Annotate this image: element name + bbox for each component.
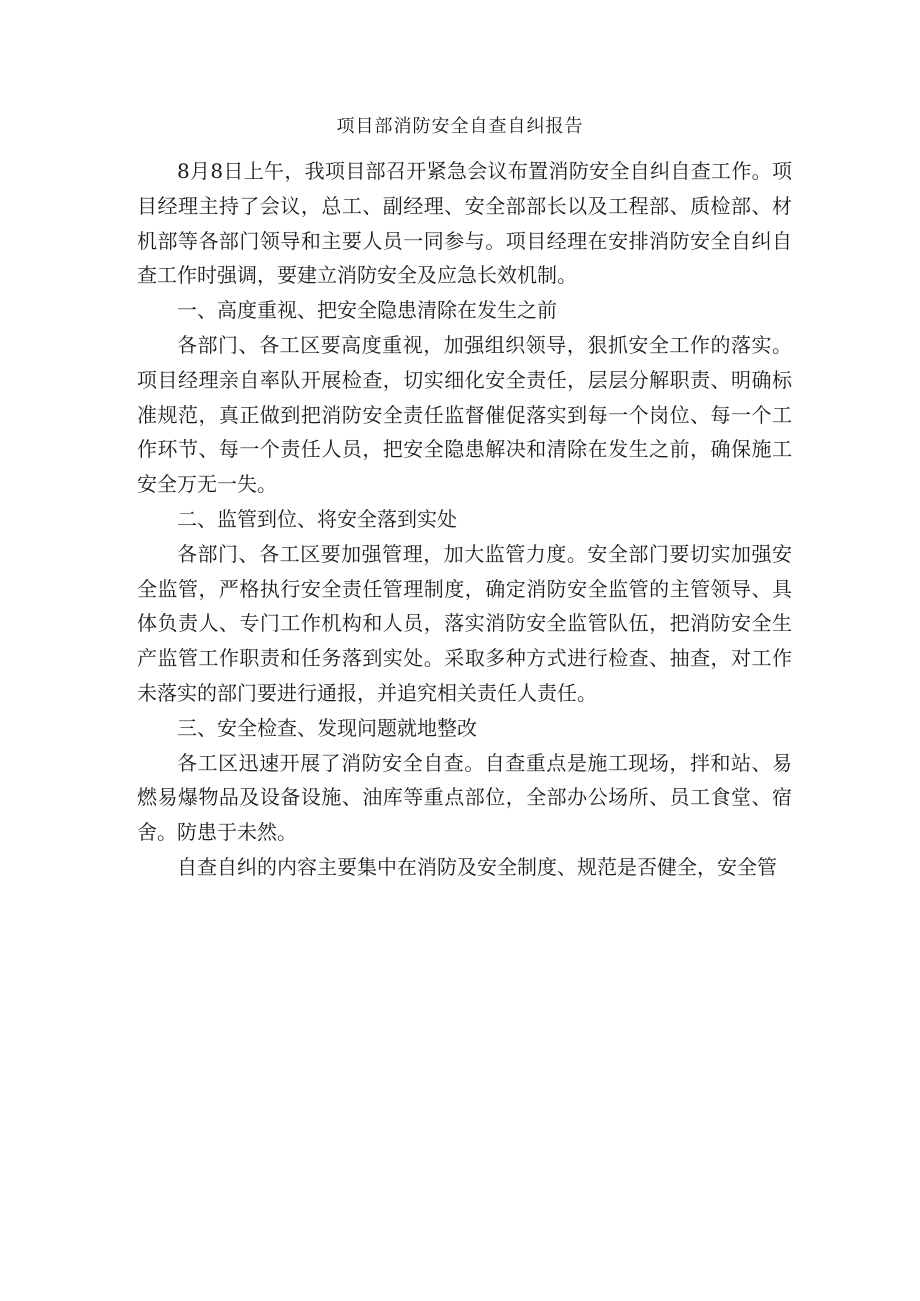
section-1-paragraph: 各部门、各工区要高度重视，加强组织领导，狠抓安全工作的落实。项目经理亲自率队开展检查，切实细化安全责任，层层分解职责、明确标准规范，真正做到把消防安全责任监督催促落实到每一个岗位、每一个工作环节、每一个责任人员，把安全隐患解决和清除在发生之前，确保施工安全万无一失。 [137,332,792,497]
section-heading-1: 一、高度重视、把安全隐患清除在发生之前 [177,298,557,323]
section-2-paragraph: 各部门、各工区要加强管理，加大监管力度。安全部门要切实加强安全监管，严格执行安全责任管理制度，确定消防安全监管的主管领导、具体负责人、专门工作机构和人员，落实消防安全监管队伍，把消防安全生产监管工作职责和任务落到实处。采取多种方式进行检查、抽查，对工作未落实的部门要进行通报，并追究相关责任人责任。 [137,541,792,705]
section-3-paragraph-continued: 自查自纠的内容主要集中在消防及安全制度、规范是否健全，安全管 [177,854,777,879]
section-heading-2: 二、监管到位、将安全落到实处 [177,506,457,531]
intro-paragraph: 8月8日上午，我项目部召开紧急会议布置消防安全自纠自查工作。项目经理主持了会议，总工、副经理、安全部部长以及工程部、质检部、材机部等各部门领导和主要人员一同参与。项目经理在安排消防安全自纠自查工作时强调，要建立消防安全及应急长效机制。 [137,159,792,288]
section-3-paragraph: 各工区迅速开展了消防安全自查。自查重点是施工现场，拌和站、易燃易爆物品及设备设施、油库等重点部位，全部办公场所、员工食堂、宿舍。防患于未然。 [137,750,792,845]
section-heading-3: 三、安全检查、发现问题就地整改 [177,715,477,740]
document-body [137,154,792,885]
document-title: 项目部消防安全自查自纠报告 [336,116,584,137]
